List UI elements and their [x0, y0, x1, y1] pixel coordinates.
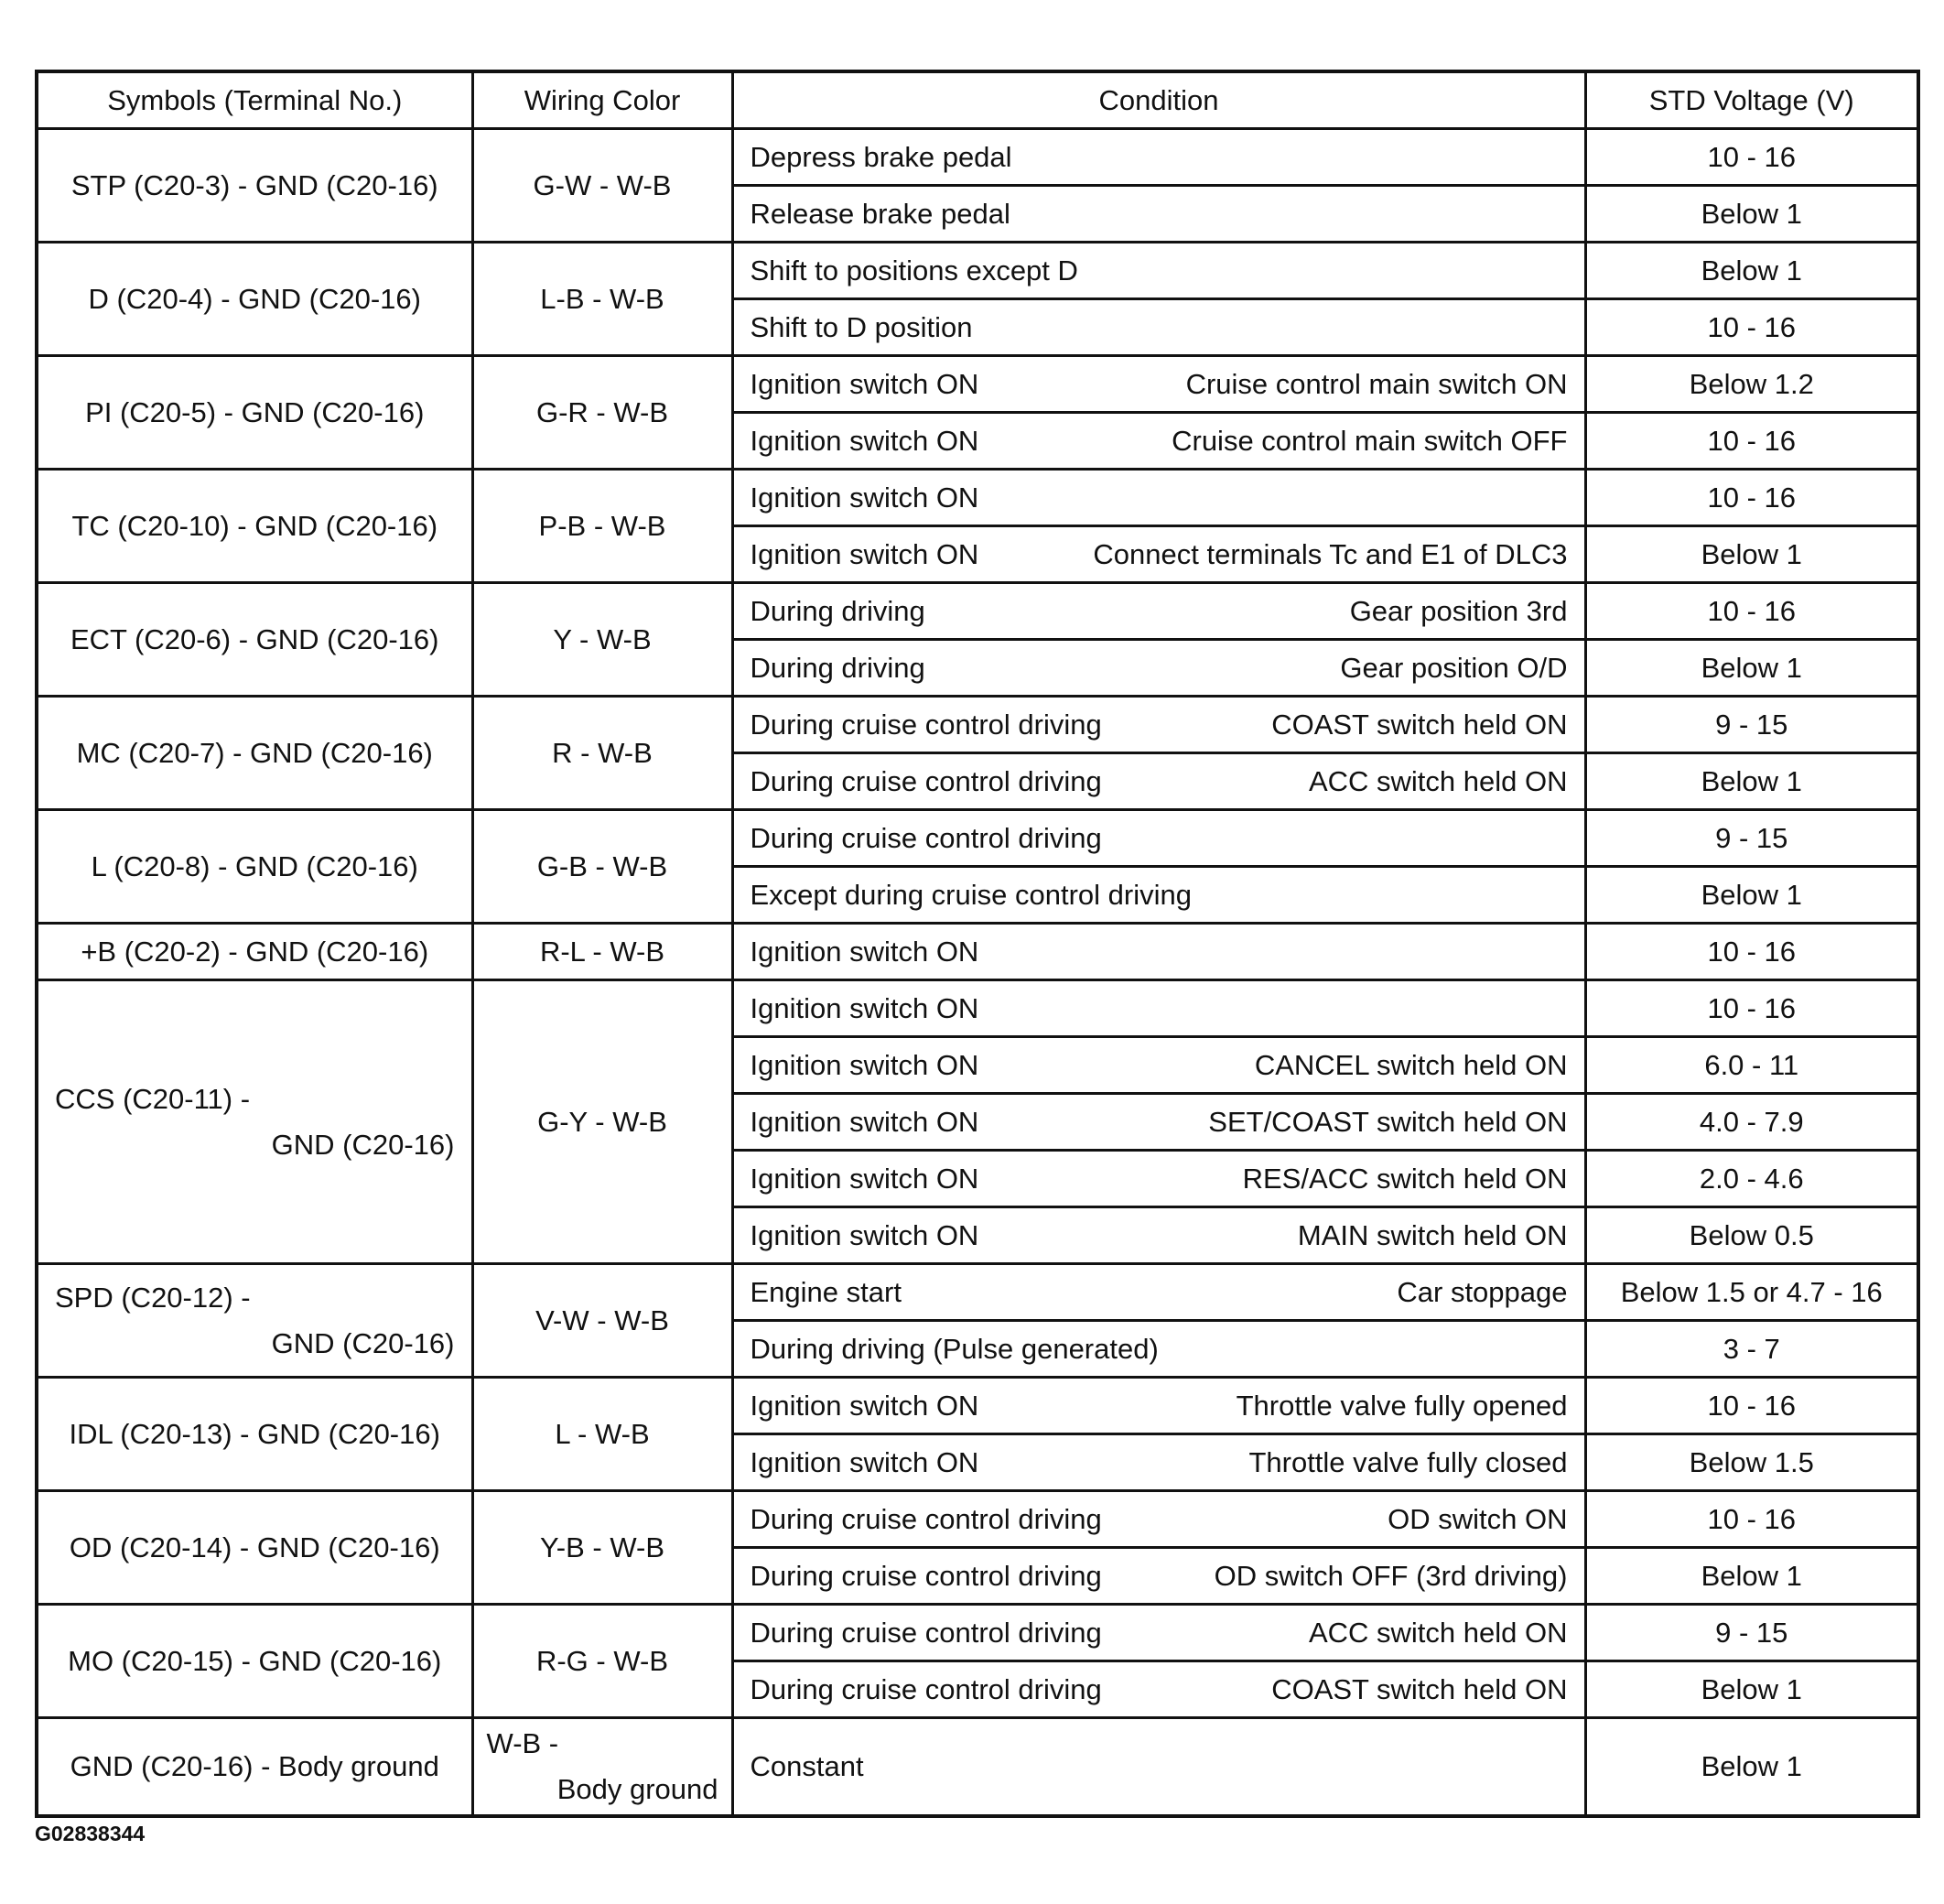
condition-text: Shift to positions except D	[750, 254, 1078, 287]
condition-text: During cruise control driving	[750, 1672, 1102, 1705]
condition-cell	[732, 1718, 1585, 1817]
std-voltage-cell: 10 - 16	[1585, 299, 1918, 356]
condition-text: Ignition switch ON	[750, 1389, 979, 1422]
condition-cell	[732, 753, 1585, 810]
condition-text: Ignition switch ON	[750, 367, 979, 400]
condition-text: Ignition switch ON	[750, 1105, 979, 1138]
condition-cell	[732, 1605, 1585, 1661]
std-voltage-cell: 3 - 7	[1585, 1321, 1918, 1378]
terminal-voltage-table	[35, 70, 1920, 1818]
header-condition: Condition	[732, 71, 1585, 129]
wiring-color-cell: R - W-B	[472, 697, 732, 810]
condition-text: Ignition switch ON	[750, 424, 979, 457]
condition-detail: COAST switch held ON	[1271, 708, 1568, 741]
condition-cell	[732, 980, 1585, 1037]
terminal-symbol-line1: CCS (C20-11) -	[55, 1082, 251, 1115]
table-row	[37, 1718, 1918, 1817]
terminal-symbol-cell	[37, 980, 472, 1264]
wiring-color-cell: L - W-B	[472, 1378, 732, 1491]
table-row	[37, 129, 1918, 186]
std-voltage-cell: 10 - 16	[1585, 924, 1918, 980]
condition-detail: ACC switch held ON	[1308, 1616, 1568, 1649]
condition-cell	[732, 1094, 1585, 1151]
condition-cell	[732, 867, 1585, 924]
table-row	[37, 1605, 1918, 1661]
std-voltage-cell: Below 1	[1585, 640, 1918, 697]
condition-text: Ignition switch ON	[750, 1162, 979, 1195]
condition-text: Ignition switch ON	[750, 481, 979, 514]
wiring-color-cell: P-B - W-B	[472, 470, 732, 583]
condition-cell	[732, 640, 1585, 697]
wiring-color-cell: Y - W-B	[472, 583, 732, 697]
condition-detail: Gear position O/D	[1340, 651, 1568, 684]
terminal-symbol-cell: STP (C20-3) - GND (C20-16)	[37, 129, 472, 243]
std-voltage-cell: Below 1	[1585, 1718, 1918, 1817]
condition-detail: Throttle valve fully closed	[1248, 1445, 1568, 1478]
condition-detail: Car stoppage	[1397, 1275, 1568, 1308]
condition-cell	[732, 1037, 1585, 1094]
table-body	[37, 129, 1918, 1817]
terminal-symbol-cell: GND (C20-16) - Body ground	[37, 1718, 472, 1817]
std-voltage-cell: 10 - 16	[1585, 1378, 1918, 1434]
condition-detail: OD switch OFF (3rd driving)	[1214, 1559, 1568, 1592]
condition-text: Except during cruise control driving	[750, 878, 1192, 911]
std-voltage-cell: 10 - 16	[1585, 980, 1918, 1037]
condition-detail: Connect terminals Tc and E1 of DLC3	[1093, 537, 1568, 570]
std-voltage-cell: 10 - 16	[1585, 583, 1918, 640]
condition-detail: RES/ACC switch held ON	[1242, 1162, 1568, 1195]
condition-cell	[732, 470, 1585, 526]
table-row	[37, 697, 1918, 753]
condition-cell	[732, 1151, 1585, 1207]
condition-text: During cruise control driving	[750, 821, 1102, 854]
condition-text: Ignition switch ON	[750, 935, 979, 968]
condition-detail: OD switch ON	[1388, 1502, 1568, 1535]
condition-text: During driving (Pulse generated)	[750, 1332, 1159, 1365]
table-row	[37, 1378, 1918, 1434]
condition-text: Engine start	[750, 1275, 902, 1308]
std-voltage-cell: Below 1	[1585, 753, 1918, 810]
terminal-symbol-cell: MC (C20-7) - GND (C20-16)	[37, 697, 472, 810]
terminal-symbol-cell: +B (C20-2) - GND (C20-16)	[37, 924, 472, 980]
std-voltage-cell: Below 1	[1585, 243, 1918, 299]
condition-text: During cruise control driving	[750, 1559, 1102, 1592]
std-voltage-cell: Below 1	[1585, 867, 1918, 924]
header-wiring-color: Wiring Color	[472, 71, 732, 129]
terminal-symbol-cell: ECT (C20-6) - GND (C20-16)	[37, 583, 472, 697]
std-voltage-cell: Below 1	[1585, 186, 1918, 243]
terminal-symbol-cell: TC (C20-10) - GND (C20-16)	[37, 470, 472, 583]
std-voltage-cell: Below 1	[1585, 526, 1918, 583]
terminal-symbol-cell: L (C20-8) - GND (C20-16)	[37, 810, 472, 924]
std-voltage-cell: 10 - 16	[1585, 413, 1918, 470]
terminal-symbol-line1: SPD (C20-12) -	[55, 1281, 251, 1314]
std-voltage-cell: 10 - 16	[1585, 1491, 1918, 1548]
wiring-color-cell	[472, 1718, 732, 1817]
std-voltage-cell: Below 1.5	[1585, 1434, 1918, 1491]
table-row	[37, 243, 1918, 299]
wiring-color-cell: R-G - W-B	[472, 1605, 732, 1718]
std-voltage-cell: Below 1.5 or 4.7 - 16	[1585, 1264, 1918, 1321]
terminal-symbol-cell: IDL (C20-13) - GND (C20-16)	[37, 1378, 472, 1491]
wiring-color-cell: Y-B - W-B	[472, 1491, 732, 1605]
condition-detail: CANCEL switch held ON	[1254, 1048, 1568, 1081]
condition-text: During driving	[750, 651, 925, 684]
std-voltage-cell: 9 - 15	[1585, 697, 1918, 753]
condition-text: Depress brake pedal	[750, 140, 1012, 173]
table-row	[37, 980, 1918, 1037]
condition-text: Release brake pedal	[750, 197, 1010, 230]
condition-text: Shift to D position	[750, 310, 973, 343]
condition-cell	[732, 810, 1585, 867]
terminal-symbol-cell	[37, 1264, 472, 1378]
condition-detail: Gear position 3rd	[1349, 594, 1568, 627]
table-row	[37, 1264, 1918, 1321]
wiring-color-cell: L-B - W-B	[472, 243, 732, 356]
terminal-symbol-cell: OD (C20-14) - GND (C20-16)	[37, 1491, 472, 1605]
table-header-row	[37, 71, 1918, 129]
table-row	[37, 810, 1918, 867]
condition-cell	[732, 129, 1585, 186]
table-row	[37, 356, 1918, 413]
std-voltage-cell: Below 1	[1585, 1661, 1918, 1718]
wiring-color-cell: G-B - W-B	[472, 810, 732, 924]
condition-cell	[732, 1207, 1585, 1264]
terminal-symbol-line2: GND (C20-16)	[271, 1326, 455, 1359]
condition-cell	[732, 1264, 1585, 1321]
condition-cell	[732, 1378, 1585, 1434]
condition-text: During cruise control driving	[750, 1616, 1102, 1649]
table-row	[37, 470, 1918, 526]
condition-detail: COAST switch held ON	[1271, 1672, 1568, 1705]
wiring-color-cell: V-W - W-B	[472, 1264, 732, 1378]
wiring-color-line1: W-B -	[486, 1727, 559, 1760]
std-voltage-cell: Below 0.5	[1585, 1207, 1918, 1264]
header-std-voltage: STD Voltage (V)	[1585, 71, 1918, 129]
condition-text: Constant	[750, 1750, 864, 1783]
std-voltage-cell: 10 - 16	[1585, 470, 1918, 526]
std-voltage-cell: 4.0 - 7.9	[1585, 1094, 1918, 1151]
condition-cell	[732, 583, 1585, 640]
wiring-color-cell: R-L - W-B	[472, 924, 732, 980]
condition-cell	[732, 299, 1585, 356]
table-row	[37, 1491, 1918, 1548]
condition-text: During cruise control driving	[750, 764, 1102, 797]
std-voltage-cell: Below 1.2	[1585, 356, 1918, 413]
condition-cell	[732, 356, 1585, 413]
condition-cell	[732, 526, 1585, 583]
condition-text: Ignition switch ON	[750, 537, 979, 570]
wiring-color-line2: Body ground	[556, 1773, 718, 1805]
condition-text: During cruise control driving	[750, 1502, 1102, 1535]
condition-detail: Throttle valve fully opened	[1236, 1389, 1568, 1422]
wiring-color-cell: G-R - W-B	[472, 356, 732, 470]
condition-cell	[732, 1434, 1585, 1491]
condition-text: Ignition switch ON	[750, 1048, 979, 1081]
wiring-color-cell: G-Y - W-B	[472, 980, 732, 1264]
condition-cell	[732, 1548, 1585, 1605]
condition-text: During driving	[750, 594, 925, 627]
figure-id: G02838344	[35, 1822, 146, 1845]
terminal-symbol-line2: GND (C20-16)	[271, 1128, 455, 1161]
condition-detail: Cruise control main switch ON	[1185, 367, 1568, 400]
std-voltage-cell: 10 - 16	[1585, 129, 1918, 186]
condition-text: Ignition switch ON	[750, 991, 979, 1024]
condition-cell	[732, 413, 1585, 470]
condition-text: During cruise control driving	[750, 708, 1102, 741]
table-row	[37, 583, 1918, 640]
terminal-symbol-cell: MO (C20-15) - GND (C20-16)	[37, 1605, 472, 1718]
condition-detail: ACC switch held ON	[1308, 764, 1568, 797]
condition-text: Ignition switch ON	[750, 1445, 979, 1478]
condition-detail: MAIN switch held ON	[1297, 1218, 1568, 1251]
condition-text: Ignition switch ON	[750, 1218, 979, 1251]
condition-cell	[732, 1661, 1585, 1718]
header-symbols: Symbols (Terminal No.)	[37, 71, 472, 129]
condition-cell	[732, 1491, 1585, 1548]
condition-detail: Cruise control main switch OFF	[1172, 424, 1568, 457]
terminal-symbol-cell: D (C20-4) - GND (C20-16)	[37, 243, 472, 356]
std-voltage-cell: 6.0 - 11	[1585, 1037, 1918, 1094]
table-row	[37, 924, 1918, 980]
wiring-color-cell: G-W - W-B	[472, 129, 732, 243]
voltage-spec-document	[35, 70, 1920, 1818]
condition-detail: SET/COAST switch held ON	[1208, 1105, 1568, 1138]
std-voltage-cell: Below 1	[1585, 1548, 1918, 1605]
std-voltage-cell: 2.0 - 4.6	[1585, 1151, 1918, 1207]
condition-cell	[732, 1321, 1585, 1378]
std-voltage-cell: 9 - 15	[1585, 810, 1918, 867]
condition-cell	[732, 697, 1585, 753]
condition-cell	[732, 186, 1585, 243]
condition-cell	[732, 924, 1585, 980]
terminal-symbol-cell: PI (C20-5) - GND (C20-16)	[37, 356, 472, 470]
condition-cell	[732, 243, 1585, 299]
std-voltage-cell: 9 - 15	[1585, 1605, 1918, 1661]
